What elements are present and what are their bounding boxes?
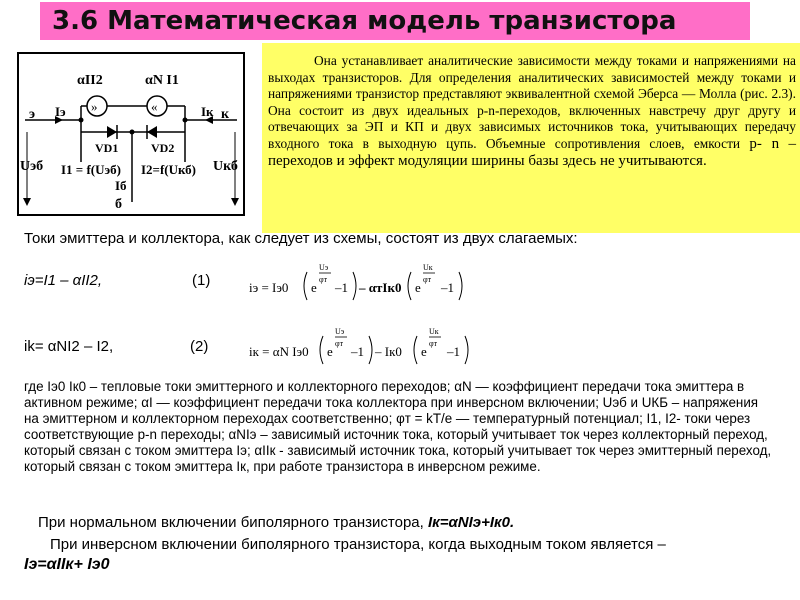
- intro-text: Токи эмиттера и коллектора, как следует из схемы, состоят из двух слагаемых:: [24, 230, 578, 247]
- f1-num1: Uэ: [319, 263, 329, 272]
- source-arrow-right: »: [91, 99, 98, 114]
- f1-e1: e: [311, 280, 317, 295]
- normal-mode-line: [38, 514, 514, 531]
- f2-minus2: –1: [447, 344, 460, 359]
- description-box: [262, 43, 800, 233]
- description-part3: – переходов и эффект модуляции ширины базы здесь не учитываются.: [268, 135, 796, 169]
- label-vd1: VD1: [95, 141, 119, 155]
- label-ukb: Uкб: [213, 159, 238, 174]
- f2-num2: Uк: [429, 327, 439, 336]
- f1-den1: φт: [319, 275, 328, 284]
- page-title: 3.6 Математическая модель транзистора: [52, 6, 677, 36]
- label-vd2: VD2: [151, 141, 175, 155]
- eq1-label: iэ=I1 – αII2,: [24, 272, 103, 289]
- f1-minus1: –1: [335, 280, 348, 295]
- f2-minus1: –1: [351, 344, 364, 359]
- label-ie: Iэ: [55, 104, 66, 119]
- label-alpha-n-i1: αN I1: [145, 73, 179, 88]
- inverse-mode-text: При инверсном включении биполярного транзистора, когда выходным током является –: [50, 536, 666, 553]
- normal-mode-formula: Iк=αNIэ+Iк0.: [427, 514, 515, 531]
- f1-num2: Uк: [423, 263, 433, 272]
- f2-e1: e: [327, 344, 333, 359]
- formula-emitter-current: [245, 258, 475, 304]
- label-alpha-i-i2: αIІ2: [77, 73, 103, 88]
- f1-minus2: –1: [441, 280, 454, 295]
- eq2-label: ik= αNI2 – I2,: [24, 338, 114, 355]
- description-pn: p- n: [749, 135, 780, 152]
- source-arrow-left: «: [151, 99, 158, 114]
- f2-den1: φт: [335, 339, 344, 348]
- f1-e2: e: [415, 280, 421, 295]
- label-ik: Iк: [201, 104, 214, 119]
- ebers-moll-circuit: [17, 52, 245, 216]
- label-collector: к: [221, 107, 230, 122]
- description-text: [268, 53, 796, 169]
- f2-den2: φт: [429, 339, 438, 348]
- inverse-mode-formula: Iэ=αIIк+ Iэ0: [24, 556, 110, 573]
- formula-collector-current: [245, 322, 480, 368]
- f1-lhs: iэ = Iэ0: [249, 280, 289, 295]
- label-emitter: э: [29, 107, 36, 122]
- f1-den2: φт: [423, 275, 432, 284]
- label-ueb: Uэб: [20, 159, 44, 174]
- label-i2-func: I2=f(Uкб): [141, 162, 197, 177]
- eq2-number: (2): [190, 338, 209, 355]
- label-ib: Iб: [115, 178, 127, 193]
- f2-lhs: iк = αN Iэ0: [249, 344, 309, 359]
- normal-mode-text: При нормальном включении биполярного транзистора,: [38, 514, 424, 531]
- label-i1-func: I1 = f(Uэб): [61, 162, 121, 177]
- description-part1: Она устанавливает аналитические зависимости между токами и напряжениями на выходах транзисторов. Для определения аналитических зависимостей между токами и напряжениями транзистор представляют эквивалентной схемой Эберса — Молла (рис. 2.3). Она состоит из двух идеальных p-n-переходов, включенных навстречу друг другу и отвечающих за ЭП и КП и двух зависимых источников тока, учитывающих передачу входного тока в выходную цупь. Объемные сопротивления слоев, емкости: [268, 53, 796, 151]
- f1-mid: – αтIк0: [359, 280, 402, 295]
- f2-e2: e: [421, 344, 427, 359]
- f2-mid: – Iк0: [375, 344, 402, 359]
- eq1-number: (1): [192, 272, 211, 289]
- label-base: б: [115, 197, 122, 212]
- title-bar: [40, 2, 750, 40]
- f2-num1: Uэ: [335, 327, 345, 336]
- explanation-paragraph: где Iэ0 Iк0 – тепловые токи эмиттерного и коллекторного переходов; αN — коэффициент передачи тока эмиттера в активном режиме; αI — коэффициент передачи тока коллектора при инверсном включении; Uэб и UКБ – напряжения на эмиттерном и коллекторном переходах соответственно; φт = kT/e — температурный потенциал; I1, I2- токи через соответствующие p-n переходы; αNIэ – зависимый источник тока, который учитывает ток через коллекторный переход, который связан с током эмиттера Iэ; αIIк - зависимый источник тока, который учитывает ток через эмиттерный переход, который связан с током эмиттера Iк, при работе транзистора в инверсном режиме.: [24, 379, 772, 474]
